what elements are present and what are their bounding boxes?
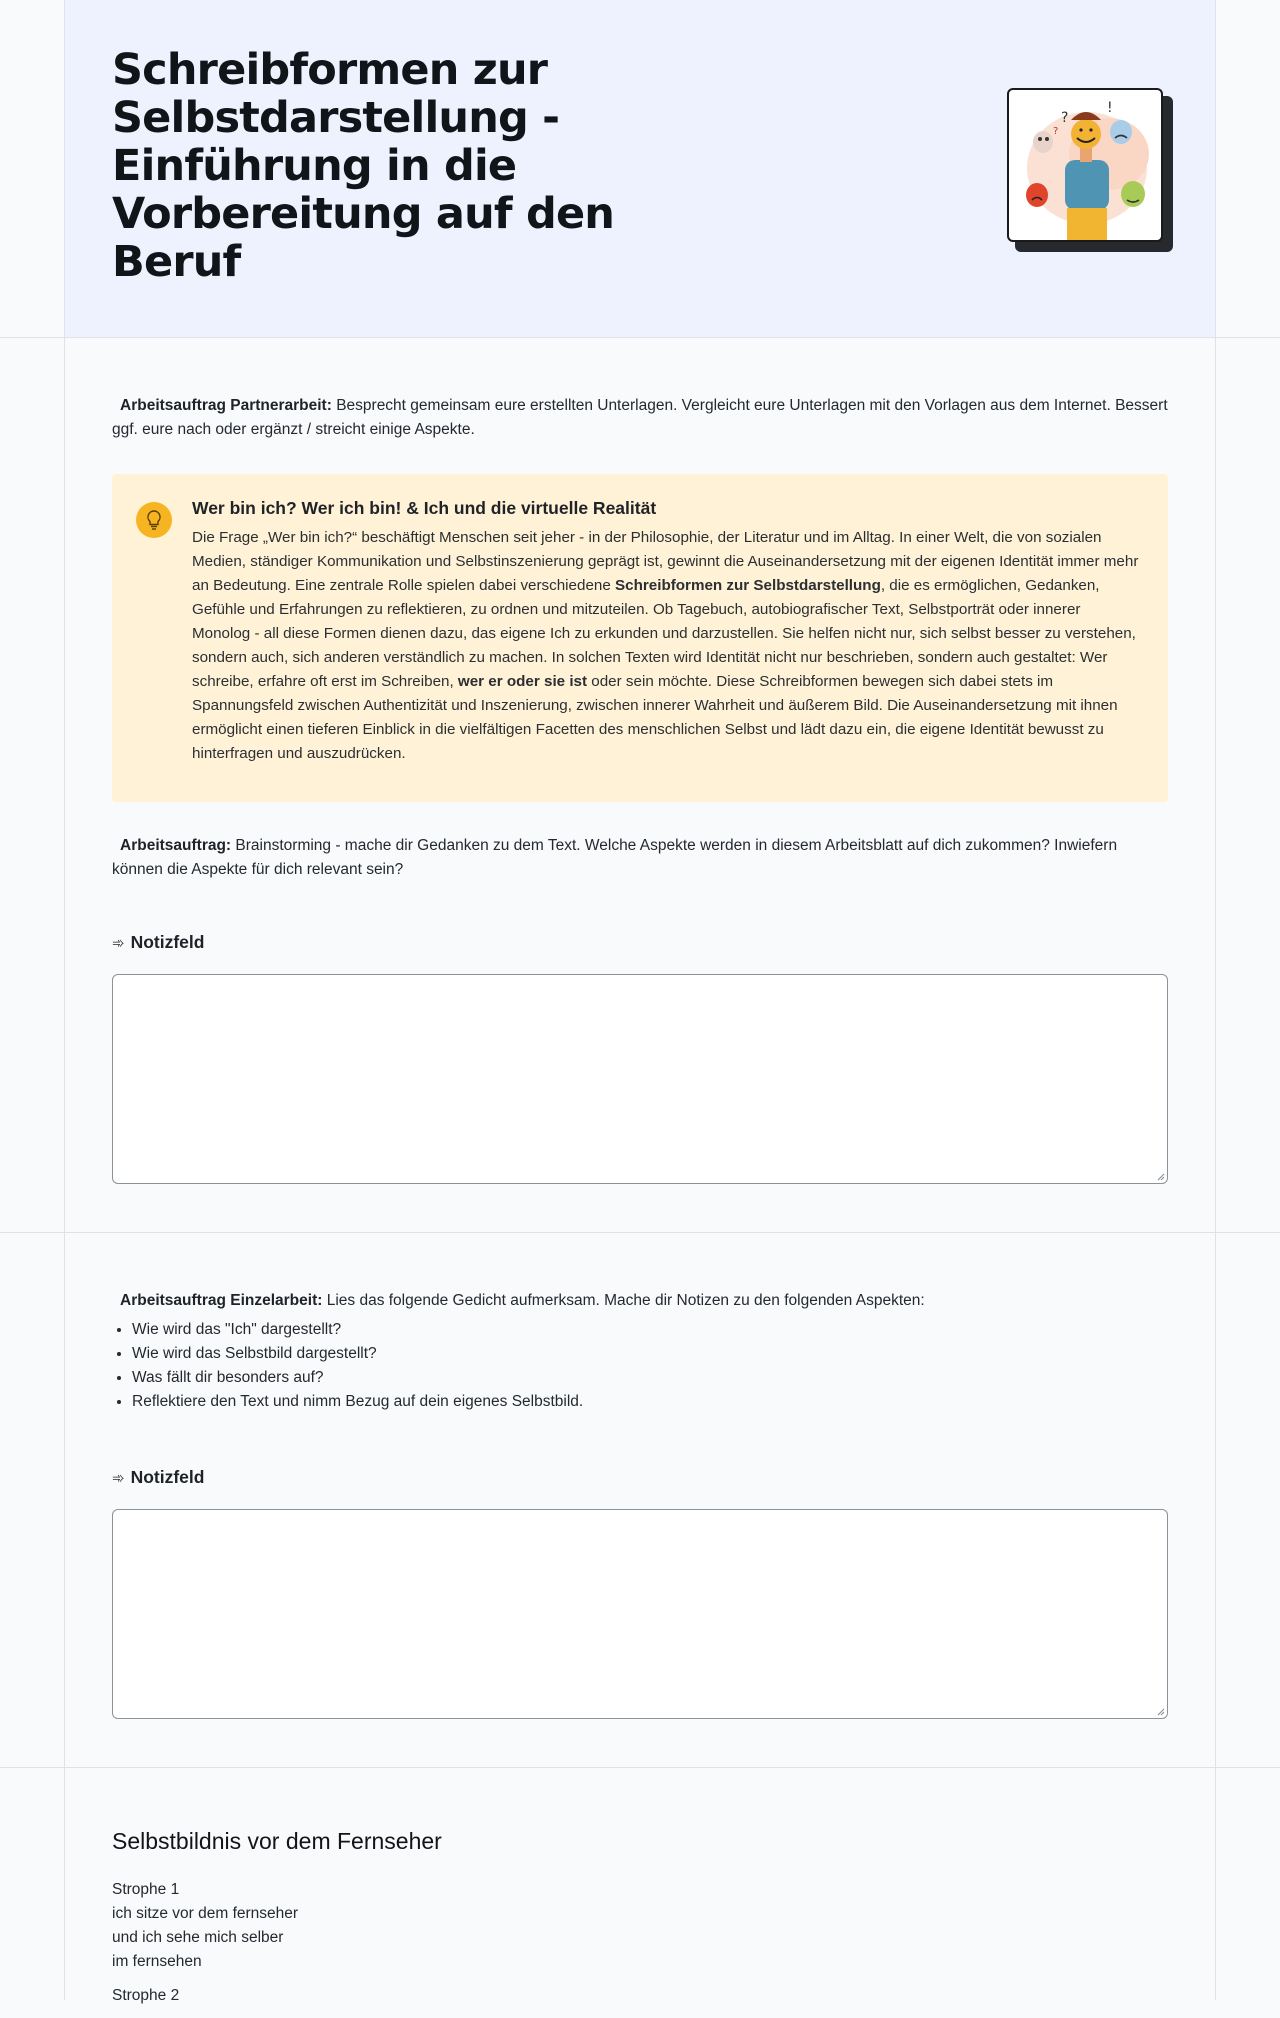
page-header	[65, 0, 1215, 337]
task-brainstorming: Arbeitsauftrag: Brainstorming - mache dir Gedanken zu dem Text. Welche Aspekte werden in diesem Arbeitsblatt auf dich zukommen? Inwiefern können die Aspekte für dich relevant sein?	[112, 837, 1118, 878]
poem-body	[112, 1878, 298, 2018]
info-box-text: Die Frage „Wer bin ich?“ beschäftigt Menschen seit jeher - in der Philosophie, der Literatur und im Alltag. In einer Welt, die von sozialen Medien, ständiger Kommunikation und Selbstinszenierung geprägt ist, gewinnt die Auseinandersetzung mit der eigenen Identität immer mehr an Bedeutung. Eine zentrale Rolle spielen dabei verschiedene Schreibformen zur Selbstdarstellung, die es ermöglichen, Gedanken, Gefühle und Erfahrungen zu reflektieren, zu ordnen und mitzuteilen. Ob Tagebuch, autobiografischer Text, Selbstporträt oder innerer Monolog - all diese Formen dienen dazu, das eigene Ich zu erkunden und darzustellen. Sie helfen nicht nur, sich selbst besser zu verstehen, sondern auch, sich anderen verständlich zu machen. In solchen Texten wird Identität nicht nur beschrieben, sondern auch gestaltet: Wer schreibe, erfahre oft erst im Schreiben, wer er oder sie ist oder sein möchte. Diese Schreibformen bewegen sich dabei stets im Spannungsfeld zwischen Authentizität und Inszenierung, zwischen innerer Wahrheit und äußerem Bild. Die Auseinandersetzung mit ihnen ermöglicht einen tieferen Einblick in die vielfältigen Facetten des menschlichen Selbst und lädt dazu ein, die eigene Identität bewusst zu hinterfragen und auszudrücken.	[192, 529, 1139, 762]
task-einzelarbeit: Arbeitsauftrag Einzelarbeit: Lies das folgende Gedicht aufmerksam. Mache dir Notizen zu den folgenden Aspekten:	[120, 1292, 925, 1309]
note-textarea-2[interactable]	[112, 1509, 1168, 1719]
page-title: Schreibformen zur Selbstdarstellung - Einführung in die Vorbereitung auf den Beruf	[112, 45, 615, 287]
info-box-title: Wer bin ich? Wer ich bin! & Ich und die virtuelle Realität	[192, 498, 657, 518]
lightbulb-icon	[136, 502, 172, 538]
header-illustration	[1007, 88, 1169, 250]
aspects-list	[112, 1318, 583, 1414]
list-item: • Wie wird das "Ich" dargestellt?	[132, 1318, 583, 1342]
note-title-2: ➾ Notizfeld	[112, 1467, 205, 1487]
svg-text:?: ?	[1053, 126, 1059, 137]
task-partnerarbeit: Arbeitsauftrag Partnerarbeit: Besprecht gemeinsam eure erstellten Unterlagen. Vergleicht eure Unterlagen mit den Vorlagen aus dem Internet. Bessert ggf. eure nach oder ergänzt / streicht einige Aspekte.	[112, 397, 1168, 438]
poem-stanza-2: Strophe 2	[112, 1987, 180, 2004]
arrow-right-icon: ➾	[112, 935, 125, 952]
note-title-1: ➾ Notizfeld	[112, 932, 205, 952]
list-item: • Wie wird das Selbstbild dargestellt?	[132, 1342, 583, 1366]
info-box	[112, 474, 1168, 802]
grid-line-right	[1215, 0, 1216, 2000]
svg-text:!: !	[1107, 100, 1113, 116]
svg-text:?: ?	[1061, 110, 1069, 126]
note-textarea-1[interactable]	[112, 974, 1168, 1184]
arrow-right-icon: ➾	[112, 1470, 125, 1487]
resize-handle-icon[interactable]	[1157, 1708, 1165, 1716]
masks-illustration-icon	[1007, 88, 1163, 242]
poem-stanza-1: Strophe 1 ich sitze vor dem fernseher und ich sehe mich selber im fernsehen	[112, 1881, 299, 1970]
list-item: • Reflektiere den Text und nimm Bezug auf dein eigenes Selbstbild.	[132, 1390, 583, 1414]
resize-handle-icon[interactable]	[1157, 1173, 1165, 1181]
poem-title: Selbstbildnis vor dem Fernseher	[112, 1828, 442, 1854]
list-item: • Was fällt dir besonders auf?	[132, 1366, 583, 1390]
